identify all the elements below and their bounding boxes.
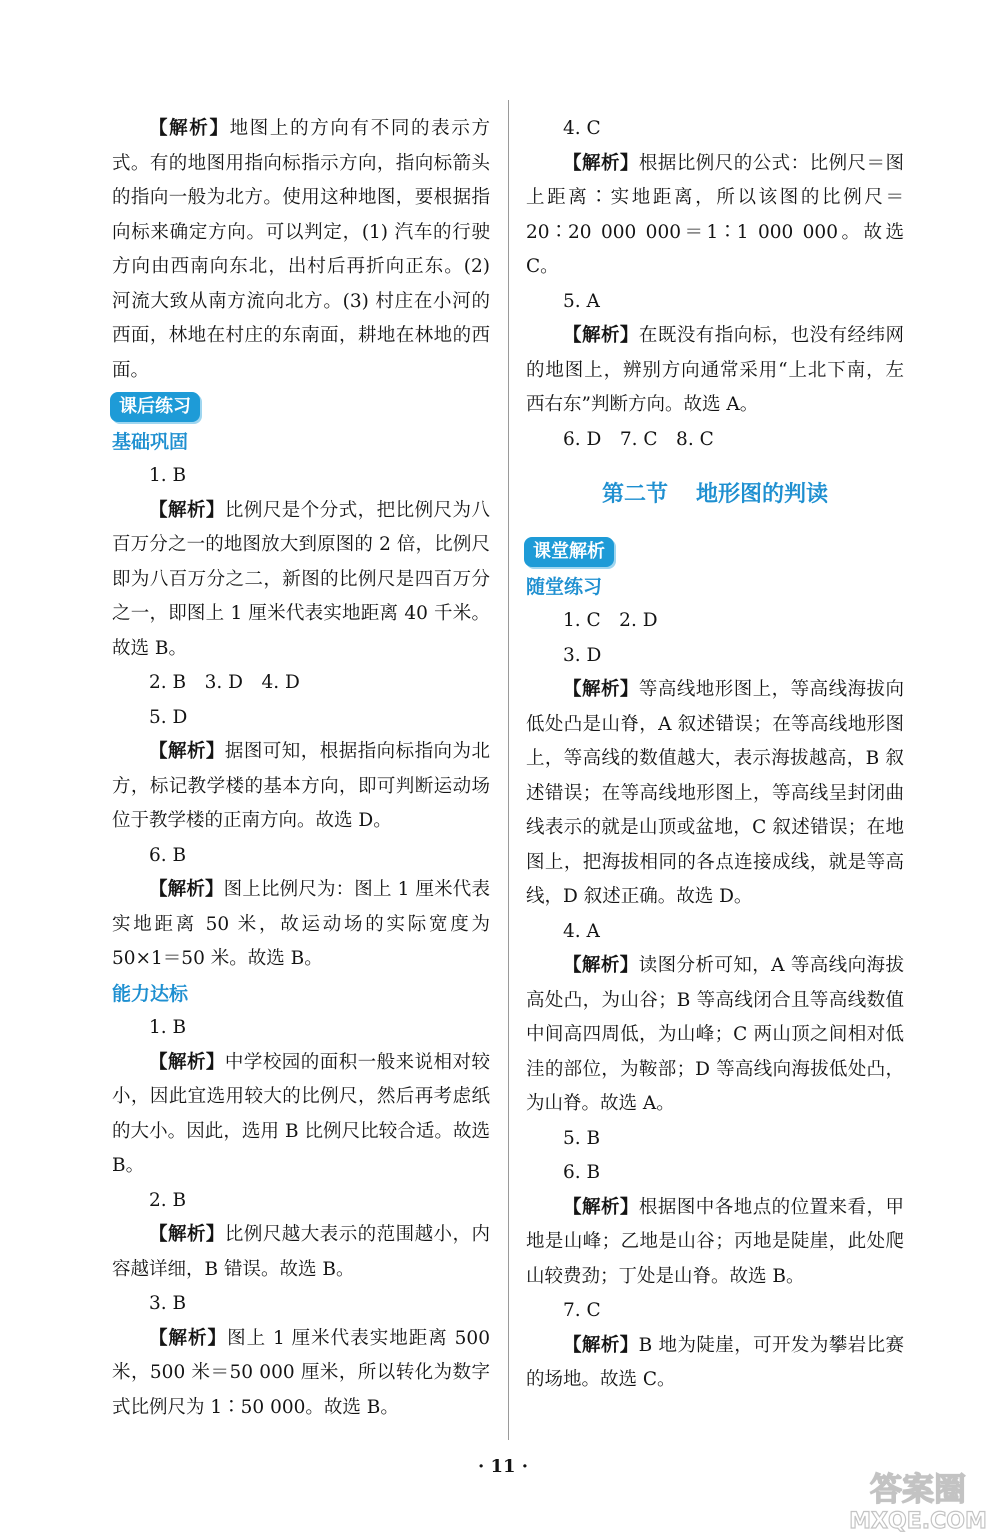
answer-line: 5. D [149, 706, 188, 728]
answer-line: 1. B [149, 465, 187, 486]
analysis-paragraph: 【解析】读图分析可知，A 等高线向海拔高处凸，为山谷；B 等高线闭合且等高线数值中间高四周低，为山峰；C 两山顶之间相对低洼的部位，为鞍部；D 等高线向海拔低处凸，为山脊。故选 A。 [526, 955, 904, 1114]
analysis-paragraph: 【解析】比例尺是个分式，把比例尺为八百万分之一的地图放大到原图的 2 倍，比例尺即为八百万分之二，新图的比例尺是四百万分之一，即图上 1 厘米代表实地距离 40 千米。故选 B。 [112, 499, 490, 659]
in-class-practice-heading: 随堂练习 [526, 575, 603, 598]
analysis-paragraph: 【解析】据图可知，根据指向标指向为北方，标记教学楼的基本方向，即可判断运动场位于教学楼的正南方向。故选 D。 [112, 741, 490, 831]
answer-line: 2. B 3. D 4. D [149, 672, 300, 693]
column-divider [508, 100, 509, 1440]
left-column [112, 112, 490, 1425]
answer-line: 1. C 2. D [563, 610, 658, 631]
page-number: · 11 · [477, 1456, 529, 1477]
analysis-paragraph: 【解析】根据比例尺的公式：比例尺＝图上距离∶实地距离，所以该图的比例尺＝20∶20 000 000＝1∶1 000 000。故选 C。 [526, 152, 904, 277]
answer-line: 7. C [563, 1300, 601, 1321]
answer-line: 6. D 7. C 8. C [563, 428, 714, 450]
analysis-paragraph: 【解析】等高线地形图上，等高线海拔向低处凸是山脊，A 叙述错误；在等高线地形图上，等高线的数值越大，表示海拔越高，B 叙述错误；在等高线地形图上，等高线呈封闭曲线表示的就是山顶或盆地，C 叙述错误；在地图上，把海拔相同的各点连接成线，就是等高线，D 叙述正确。故选 D。 [526, 679, 904, 907]
answer-line: 4. C [563, 118, 601, 139]
ability-heading: 能力达标 [112, 982, 189, 1005]
analysis-paragraph: 【解析】在既没有指向标，也没有经纬网的地图上，辨别方向通常采用“上北下南，左西右东”判断方向。故选 A。 [526, 325, 904, 415]
in-class-badge: 课堂解析 [524, 537, 614, 567]
watermark-logo [838, 1466, 998, 1532]
section-title: 第二节 地形图的判读 [601, 482, 829, 507]
answer-line: 2. B [149, 1189, 187, 1211]
analysis-paragraph: 【解析】地图上的方向有不同的表示方式。有的地图用指向标指示方向，指向标箭头的指向一般为北方。使用这种地图，要根据指向标来确定方向。可以判定，(1) 汽车的行驶方向由西南向东北，出村后再折向正东。(2) 河流大致从南方流向北方。(3) 村庄在小河的西面，林地在村庄的东南面，耕地在林地的西面。 [112, 118, 490, 381]
answer-line: 5. A [563, 290, 600, 312]
analysis-paragraph: 【解析】比例尺越大表示的范围越小，内容越详细，B 错误。故选 B。 [112, 1224, 490, 1280]
analysis-paragraph: 【解析】中学校园的面积一般来说相对较小，因此宜选用较大的比例尺，然后再考虑纸的大小。因此，选用 B 比例尺比较合适。故选 B。 [112, 1051, 490, 1176]
answer-line: 3. B [149, 1293, 187, 1314]
answer-line: 6. B [563, 1162, 601, 1183]
answer-line: 3. D [563, 644, 602, 666]
analysis-paragraph: 【解析】根据图中各地点的位置来看，甲地是山峰；乙地是山谷；丙地是陡崖，此处爬山较费劲；丁处是山脊。故选 B。 [526, 1196, 904, 1287]
answer-line: 5. B [563, 1127, 601, 1149]
basic-consolidation-heading: 基础巩固 [112, 430, 189, 453]
watermark-url: MXQE.COM [849, 1509, 987, 1532]
right-column [526, 112, 904, 1398]
analysis-paragraph: 【解析】B 地为陡崖，可开发为攀岩比赛的场地。故选 C。 [526, 1334, 904, 1390]
analysis-paragraph: 【解析】图上 1 厘米代表实地距离 500 米，500 米＝50 000 厘米，所以转化为数字式比例尺为 1∶50 000。故选 B。 [112, 1327, 490, 1418]
answer-line: 6. B [149, 844, 187, 866]
answer-line: 4. A [563, 920, 600, 942]
watermark-title: 答案圈 [869, 1470, 967, 1508]
answer-line: 1. B [149, 1017, 187, 1038]
after-class-badge: 课后练习 [110, 392, 200, 422]
analysis-paragraph: 【解析】图上比例尺为：图上 1 厘米代表实地距离 50 米，故运动场的实际宽度为 50×1＝50 米。故选 B。 [112, 879, 490, 969]
